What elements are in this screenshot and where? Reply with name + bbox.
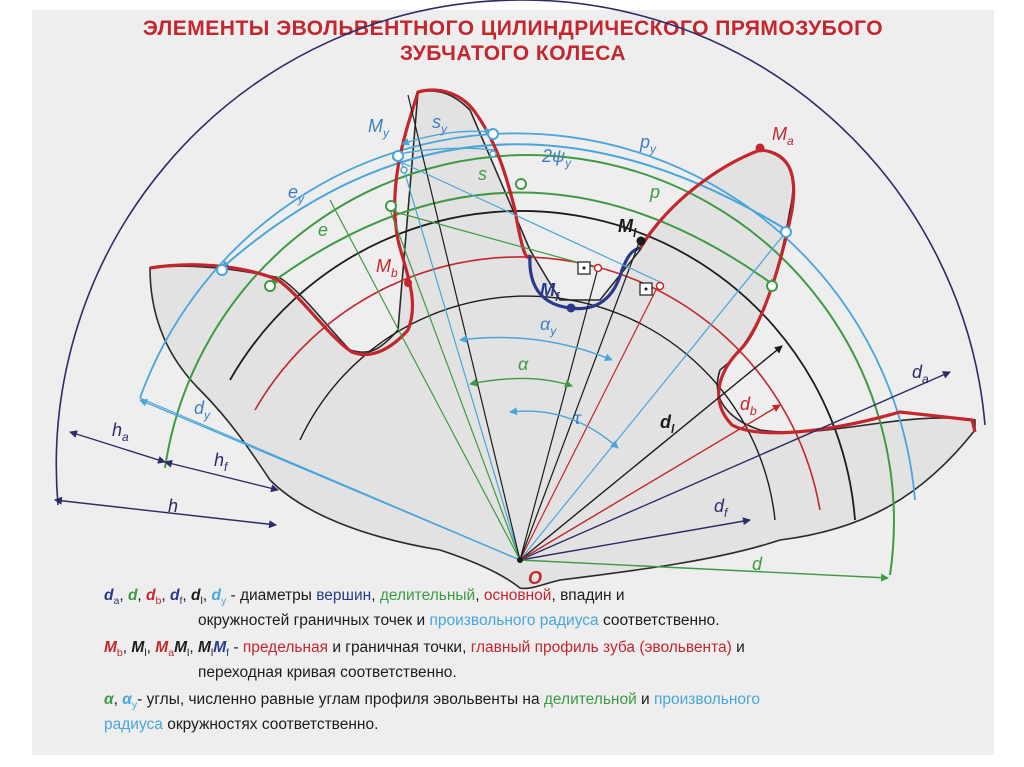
label-alpha: α bbox=[518, 354, 529, 374]
label-dl: $d_l$ bbox=[660, 412, 675, 436]
label-Mb: $M_b$ bbox=[376, 256, 398, 280]
label-e: e bbox=[318, 220, 329, 240]
label-h: h bbox=[168, 496, 179, 516]
label-py: $p_y$ bbox=[640, 132, 657, 156]
label-My: $M_y$ bbox=[368, 116, 389, 140]
label-df: $d_f$ bbox=[714, 496, 728, 520]
label-da: $d_a$ bbox=[912, 362, 929, 386]
label-Ma: $M_a$ bbox=[772, 124, 794, 148]
label-sy: $s_y$ bbox=[432, 112, 447, 136]
label-Mf: $M_f$ bbox=[540, 280, 559, 304]
label-alpha-y: $\alpha_y$ bbox=[540, 314, 557, 338]
legend bbox=[104, 586, 964, 742]
label-ha: $h_a$ bbox=[112, 420, 129, 444]
label-O: O bbox=[528, 568, 543, 588]
title-line-1: ЭЛЕМЕНТЫ ЭВОЛЬВЕНТНОГО ЦИЛИНДРИЧЕСКОГО ПРЯМОЗУБОГО bbox=[142, 17, 884, 40]
label-psi: $2\psi_y$ bbox=[542, 146, 572, 170]
label-dy: $d_y$ bbox=[194, 398, 211, 422]
label-d: d bbox=[752, 554, 763, 574]
label-ey: $e_y$ bbox=[288, 182, 305, 206]
label-s: s bbox=[478, 164, 487, 184]
legend-row-points: $M_b$, $M_l$, $M_aM_l$, $M_lM_f$ - предельная и граничная точки, главный профиль зуба (эвольвента) и переходная кривая соответственно. bbox=[104, 639, 745, 682]
label-p: p bbox=[650, 182, 661, 202]
title-line-2: ЗУБЧАТОГО КОЛЕСА bbox=[399, 42, 627, 65]
label-db: $d_b$ bbox=[740, 394, 757, 418]
legend-row-diameters: $d_a$, d, $d_b$, $d_f$, $d_l$, $d_y$ - диаметры вершин, делительный, основной, впадин и окружностей граничных точек и произвольного радиуса соответственно. bbox=[104, 587, 720, 630]
label-tau: τ bbox=[574, 408, 581, 428]
label-hf: $h_f$ bbox=[214, 450, 228, 474]
legend-row-angles: α, $\alpha_y-$ углы, численно равные углам профиля эвольвенты на делительной и произвольного радиуса окружностях соответственно. bbox=[104, 691, 760, 734]
label-Ml: $M_l$ bbox=[618, 216, 637, 240]
h-dim bbox=[55, 500, 276, 525]
